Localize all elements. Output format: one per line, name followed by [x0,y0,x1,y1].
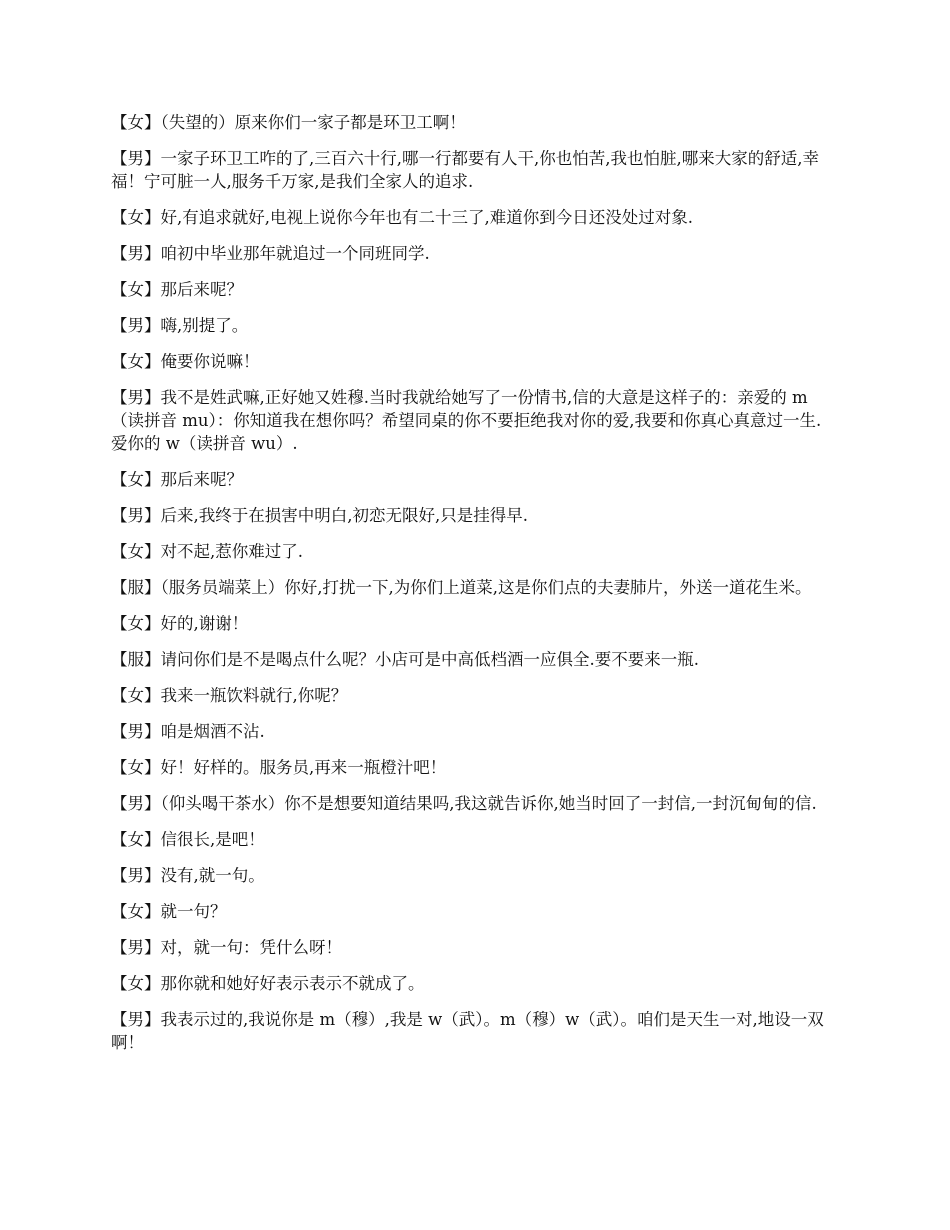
dialogue-line: 【女】（失望的）原来你们一家子都是环卫工啊！ [111,113,466,132]
dialogue-line: 【男】没有,就一句。 [111,866,265,885]
dialogue-line: 【男】（仰头喝干茶水）你不是想要知道结果吗,我这就告诉你,她当时回了一封信,一封沉甸甸的信. [111,794,817,813]
dialogue-line: 【男】后来,我终于在损害中明白,初恋无限好,只是挂得早. [111,506,528,525]
dialogue-line: 【女】好的,谢谢！ [111,614,249,633]
dialogue-line: 【女】信很长,是吧！ [111,830,265,849]
dialogue-line: 【女】那你就和她好好表示表示不就成了。 [111,974,425,993]
dialogue-line: 【女】对不起,惹你难过了. [111,542,303,561]
dialogue-line: 【女】好！好样的。服务员,再来一瓶橙汁吧！ [111,758,447,777]
dialogue-line: 【男】我表示过的,我说你是 m（穆）,我是 w（武）。m（穆）w（武）。咱们是天生一对,地设一双啊！ [111,1010,824,1052]
dialogue-line: 【男】我不是姓武嘛,正好她又姓穆.当时我就给她写了一份情书,信的大意是这样子的：亲爱的 m（读拼音 mu）：你知道我在想你吗？希望同桌的你不要拒绝我对你的爱,我要和你真心真意过一生.爱你的 w（读拼音 wu）. [111,388,822,453]
dialogue-line: 【服】请问你们是不是喝点什么呢？小店可是中高低档酒一应俱全.要不要来一瓶. [111,650,699,669]
dialogue-line: 【女】那后来呢？ [111,470,243,489]
dialogue-line: 【女】好,有追求就好,电视上说你今年也有二十三了,难道你到今日还没处过对象. [111,208,693,227]
dialogue-line: 【女】我来一瓶饮料就行,你呢？ [111,686,348,705]
dialogue-line: 【男】对，就一句：凭什么呀！ [111,938,342,957]
dialogue-line: 【男】嗨,别提了。 [111,316,249,335]
dialogue-line: 【男】一家子环卫工咋的了,三百六十行,哪一行都要有人干,你也怕苦,我也怕脏,哪来大家的舒适,幸福！宁可脏一人,服务千万家,是我们全家人的追求. [111,149,819,191]
dialogue-line: 【男】咱初中毕业那年就追过一个同班同学. [111,244,430,263]
dialogue-line: 【女】那后来呢？ [111,280,243,299]
dialogue-line: 【服】（服务员端菜上）你好,打扰一下,为你们上道菜,这是你们点的夫妻肺片，外送一道花生米。 [111,578,812,597]
dialogue-line: 【男】咱是烟酒不沾. [111,722,265,741]
dialogue-line: 【女】俺要你说嘛！ [111,352,260,371]
dialogue-line: 【女】就一句？ [111,902,227,921]
